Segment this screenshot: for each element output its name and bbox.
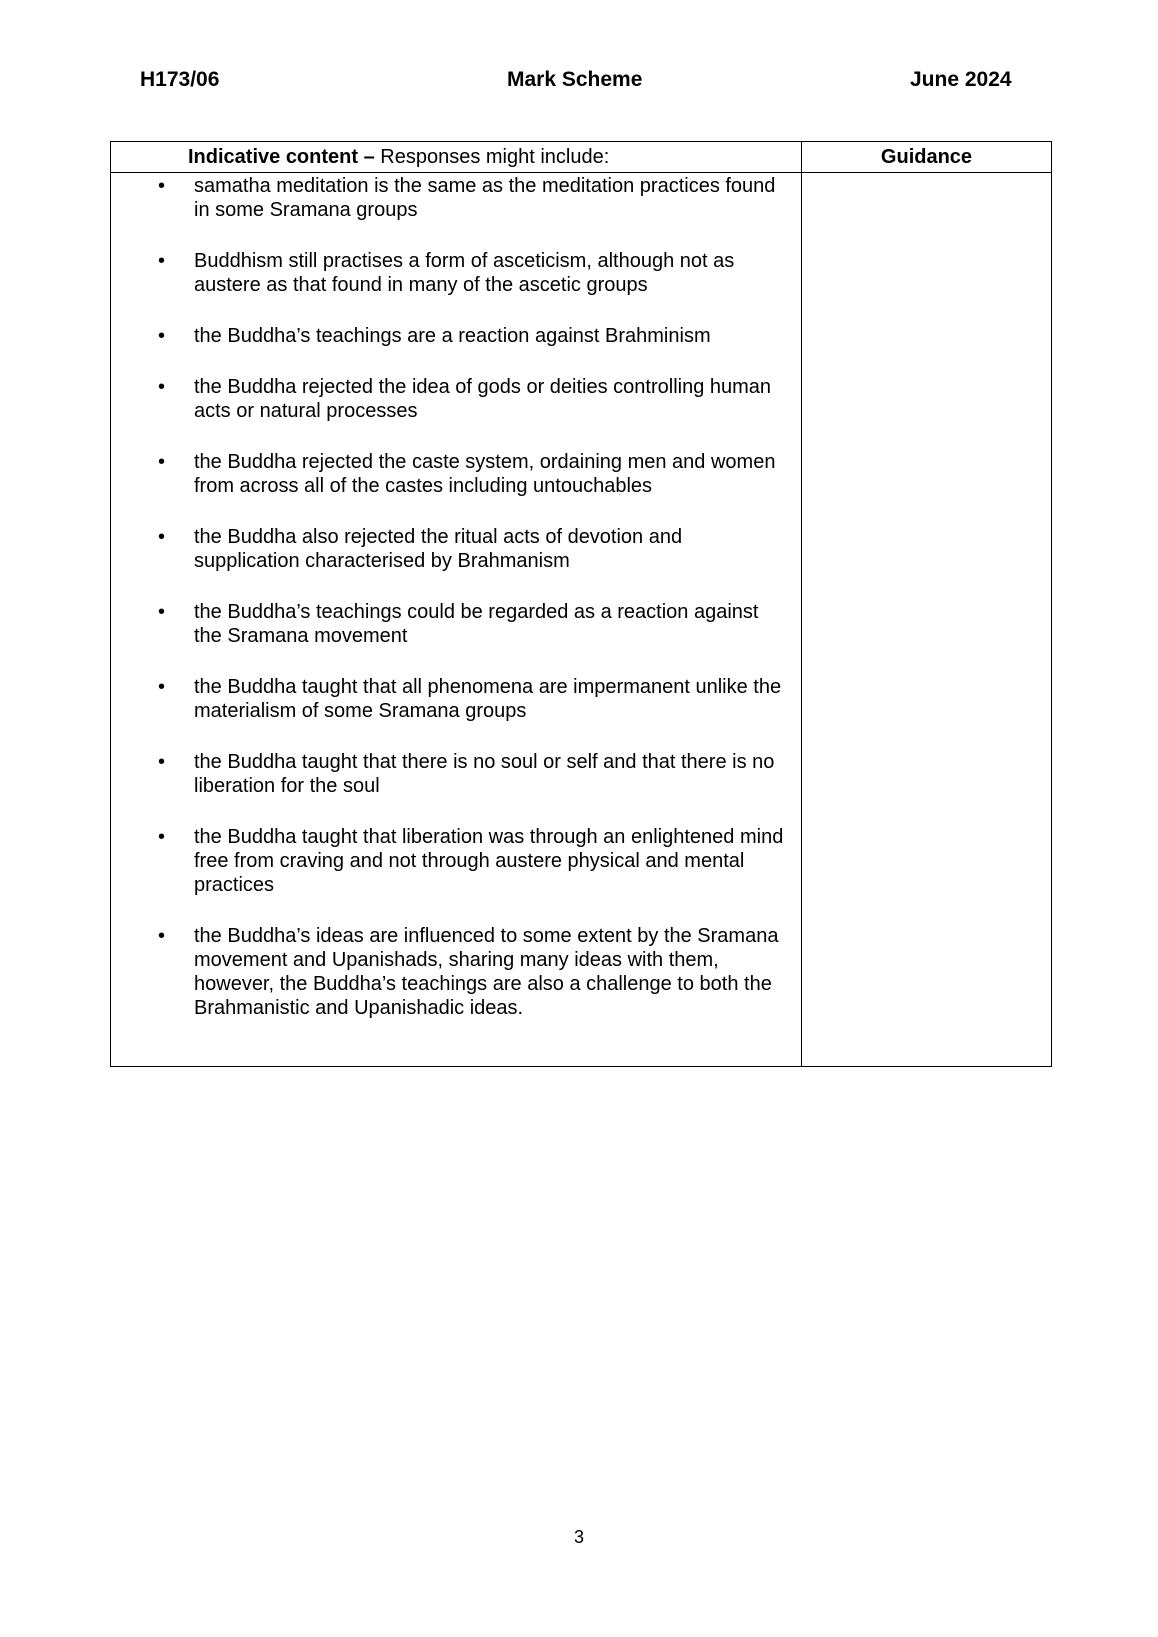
list-item: • the Buddha’s teachings are a reaction against Brahminism	[112, 324, 790, 348]
doc-date: June 2024	[910, 68, 1012, 91]
mark-scheme-table	[110, 141, 1052, 1067]
paper-code: H173/06	[140, 68, 220, 91]
guidance-cell	[802, 173, 1052, 1067]
indicative-content-label: Indicative content –	[188, 146, 375, 168]
list-item: • the Buddha taught that there is no soul or self and that there is no liberation for the soul	[112, 750, 790, 798]
content-list	[112, 174, 800, 1065]
list-item: • the Buddha rejected the caste system, ordaining men and women from across all of the castes including untouchables	[112, 450, 790, 498]
list-item: • the Buddha taught that liberation was through an enlightened mind free from craving and not through austere physical and mental practices	[112, 825, 790, 897]
list-item: • samatha meditation is the same as the meditation practices found in some Sramana groups	[112, 174, 790, 222]
indicative-content-cell	[111, 173, 802, 1067]
indicative-content-header	[111, 142, 802, 173]
list-item: • the Buddha also rejected the ritual acts of devotion and supplication characterised by Brahmanism	[112, 525, 790, 573]
list-item: • the Buddha taught that all phenomena are impermanent unlike the materialism of some Sramana groups	[112, 675, 790, 723]
list-item: • the Buddha rejected the idea of gods or deities controlling human acts or natural processes	[112, 375, 790, 423]
responses-might-include-label: Responses might include:	[374, 146, 610, 168]
guidance-header: Guidance	[802, 142, 1052, 173]
page-number: 3	[573, 1527, 584, 1547]
list-item: • the Buddha’s ideas are influenced to some extent by the Sramana movement and Upanishads, sharing many ideas with them, however, the Buddha’s teachings are also a challenge to both the Brahmanistic and Upanishadic ideas.	[112, 924, 790, 1020]
list-item: • Buddhism still practises a form of asceticism, although not as austere as that found in many of the ascetic groups	[112, 249, 790, 297]
doc-title: Mark Scheme	[507, 68, 643, 91]
list-item: • the Buddha’s teachings could be regarded as a reaction against the Sramana movement	[112, 600, 790, 648]
